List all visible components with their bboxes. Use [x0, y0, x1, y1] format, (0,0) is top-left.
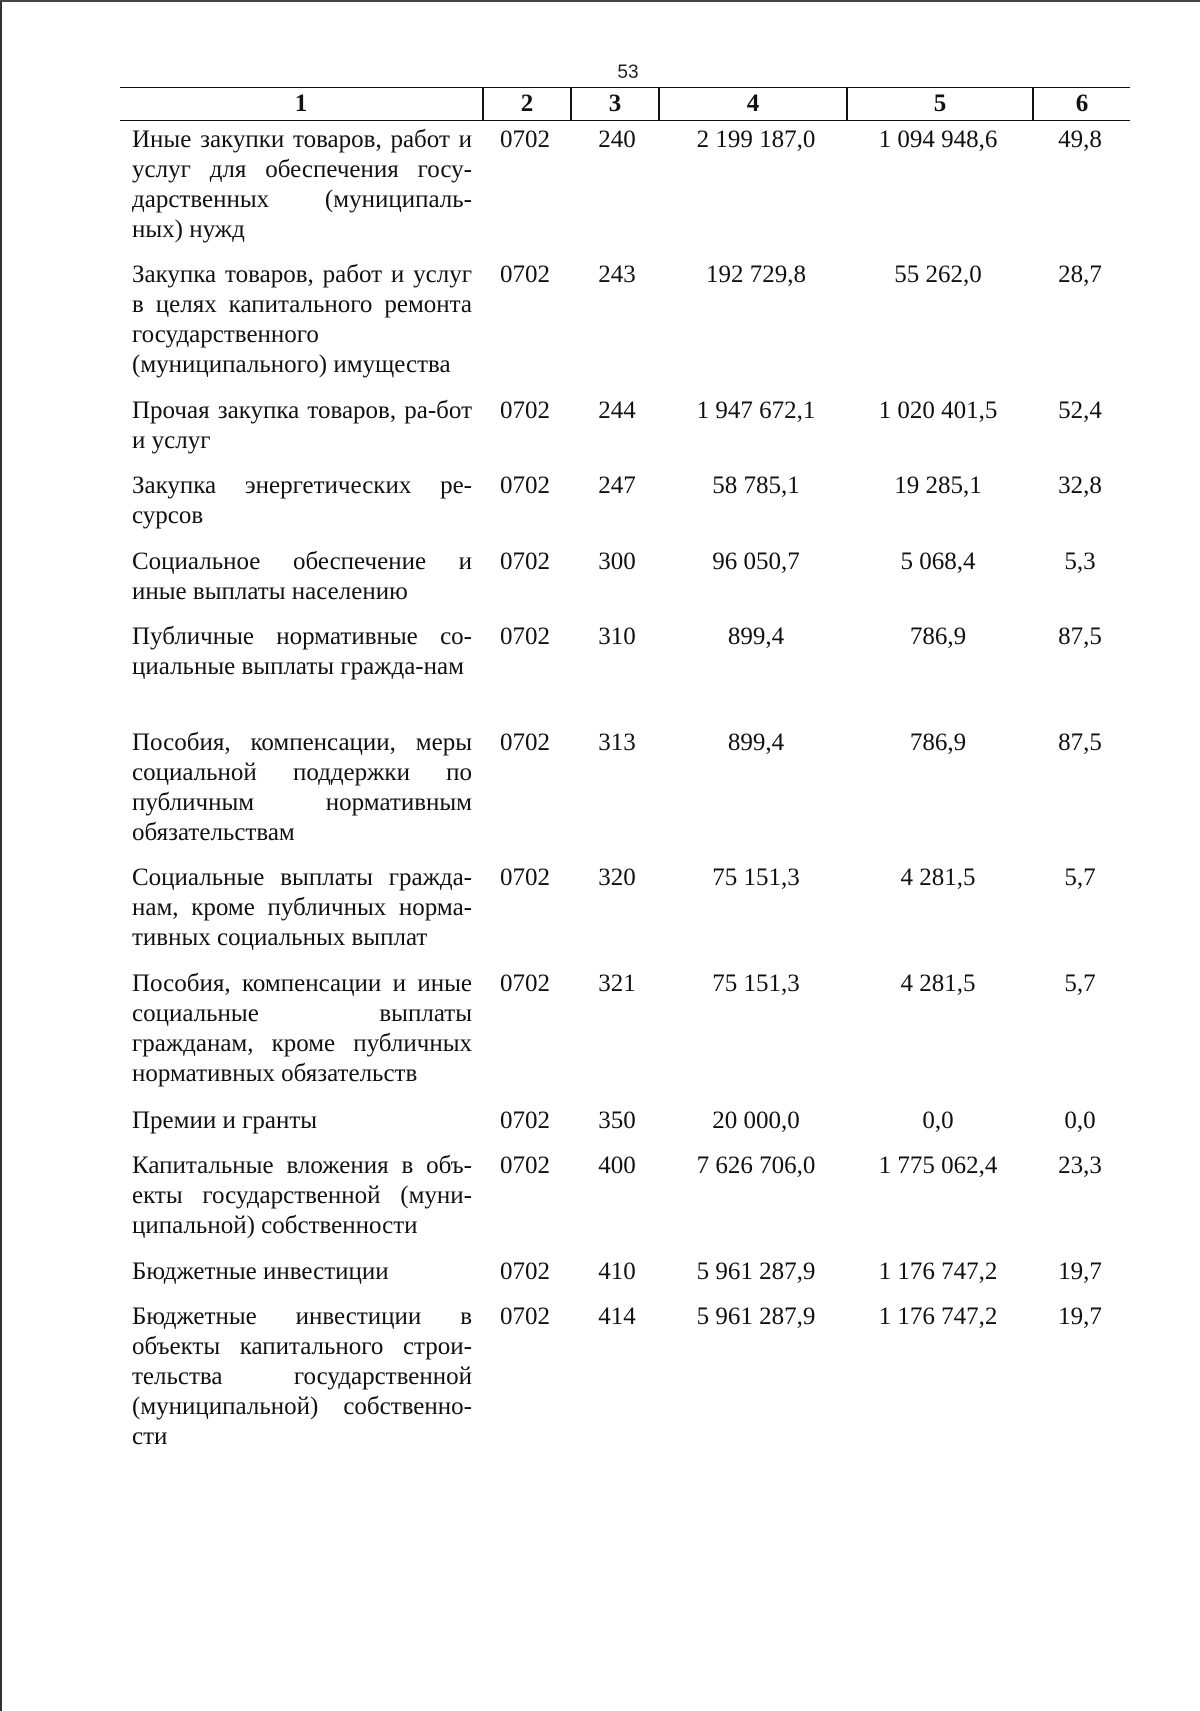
row-section-code: 0702 [500, 548, 550, 575]
row-section-code: 0702 [500, 472, 550, 499]
row-section-code: 0702 [500, 1303, 550, 1330]
row-plan-value: 75 151,3 [712, 864, 800, 891]
row-expense-type: 400 [598, 1152, 636, 1179]
row-plan-value: 2 199 187,0 [696, 126, 816, 153]
row-name: Премии и гранты [132, 1107, 318, 1134]
row-section-code: 0702 [500, 397, 550, 424]
row-actual-value: 786,9 [909, 623, 967, 650]
row-percent: 87,5 [1058, 729, 1102, 756]
row-name: Закупка энергетических ре-сурсов [132, 472, 472, 529]
row-expense-type: 320 [598, 864, 636, 891]
row-expense-type: 350 [598, 1107, 636, 1134]
row-expense-type: 244 [598, 397, 636, 424]
row-actual-value: 5 068,4 [900, 548, 976, 575]
row-name: Пособия, компенсации и иные социальные выплаты гражданам, кроме публичных нормативных обязательств [132, 970, 472, 1087]
row-actual-value: 19 285,1 [894, 472, 982, 499]
header-col-6: 6 [1075, 90, 1089, 117]
row-section-code: 0702 [500, 126, 550, 153]
row-name: Социальные выплаты гражда-нам, кроме публичных норма-тивных социальных выплат [132, 864, 472, 951]
scan-edge-left [0, 0, 2, 1711]
row-actual-value: 55 262,0 [894, 261, 982, 288]
row-plan-value: 5 961 287,9 [696, 1258, 816, 1285]
row-percent: 19,7 [1058, 1258, 1102, 1285]
row-percent: 19,7 [1058, 1303, 1102, 1330]
row-name: Пособия, компенсации, меры социальной поддержки по публичным нормативным обязательствам [132, 729, 472, 846]
row-actual-value: 1 020 401,5 [878, 397, 998, 424]
row-plan-value: 7 626 706,0 [696, 1152, 816, 1179]
row-section-code: 0702 [500, 864, 550, 891]
row-name: Прочая закупка товаров, ра-бот и услуг [132, 397, 472, 454]
row-plan-value: 899,4 [727, 729, 785, 756]
header-col-4: 4 [746, 90, 760, 117]
row-percent: 49,8 [1058, 126, 1102, 153]
row-plan-value: 899,4 [727, 623, 785, 650]
row-expense-type: 243 [598, 261, 636, 288]
row-plan-value: 20 000,0 [712, 1107, 800, 1134]
row-plan-value: 75 151,3 [712, 970, 800, 997]
row-section-code: 0702 [500, 1152, 550, 1179]
row-section-code: 0702 [500, 970, 550, 997]
row-name: Бюджетные инвестиции в объекты капитального строи-тельства государственной (муниципальной) собственно-сти [132, 1303, 472, 1450]
row-percent: 5,7 [1064, 864, 1096, 891]
row-expense-type: 414 [598, 1303, 636, 1330]
row-plan-value: 5 961 287,9 [696, 1303, 816, 1330]
row-expense-type: 410 [598, 1258, 636, 1285]
row-name: Капитальные вложения в объ-екты государственной (муни-ципальной) собственности [132, 1152, 472, 1239]
header-col-5: 5 [933, 90, 947, 117]
row-actual-value: 4 281,5 [900, 970, 976, 997]
row-name: Бюджетные инвестиции [132, 1258, 389, 1285]
row-percent: 28,7 [1058, 261, 1102, 288]
row-actual-value: 786,9 [909, 729, 967, 756]
row-expense-type: 300 [598, 548, 636, 575]
row-percent: 5,7 [1064, 970, 1096, 997]
header-col-1: 1 [294, 90, 308, 117]
row-actual-value: 1 176 747,2 [878, 1303, 998, 1330]
row-percent: 52,4 [1058, 397, 1102, 424]
row-percent: 0,0 [1064, 1107, 1096, 1134]
row-expense-type: 240 [598, 126, 636, 153]
scan-edge-top [0, 0, 1200, 2]
row-expense-type: 313 [598, 729, 636, 756]
row-plan-value: 192 729,8 [706, 261, 806, 288]
row-percent: 87,5 [1058, 623, 1102, 650]
table-header [120, 87, 1130, 121]
row-section-code: 0702 [500, 1107, 550, 1134]
row-name: Социальное обеспечение и иные выплаты населению [132, 548, 472, 605]
row-section-code: 0702 [500, 729, 550, 756]
header-col-2: 2 [520, 90, 534, 117]
row-section-code: 0702 [500, 1258, 550, 1285]
row-actual-value: 0,0 [922, 1107, 954, 1134]
row-expense-type: 310 [598, 623, 636, 650]
row-percent: 5,3 [1064, 548, 1096, 575]
row-actual-value: 1 775 062,4 [878, 1152, 998, 1179]
row-plan-value: 58 785,1 [712, 472, 800, 499]
row-name: Закупка товаров, работ и услуг в целях капитального ремонта государственного (муниципального) имущества [132, 261, 472, 378]
row-name: Иные закупки товаров, работ и услуг для обеспечения госу-дарственных (муниципаль-ных) нужд [132, 126, 472, 243]
row-plan-value: 1 947 672,1 [696, 397, 816, 424]
row-expense-type: 247 [598, 472, 636, 499]
page-number: 53 [617, 62, 639, 83]
header-col-3: 3 [608, 90, 622, 117]
row-plan-value: 96 050,7 [712, 548, 800, 575]
row-section-code: 0702 [500, 261, 550, 288]
row-name: Публичные нормативные со-циальные выплаты гражда-нам [132, 623, 472, 680]
row-expense-type: 321 [598, 970, 636, 997]
row-percent: 23,3 [1058, 1152, 1102, 1179]
row-section-code: 0702 [500, 623, 550, 650]
row-actual-value: 1 176 747,2 [878, 1258, 998, 1285]
row-actual-value: 1 094 948,6 [878, 126, 998, 153]
row-percent: 32,8 [1058, 472, 1102, 499]
row-actual-value: 4 281,5 [900, 864, 976, 891]
